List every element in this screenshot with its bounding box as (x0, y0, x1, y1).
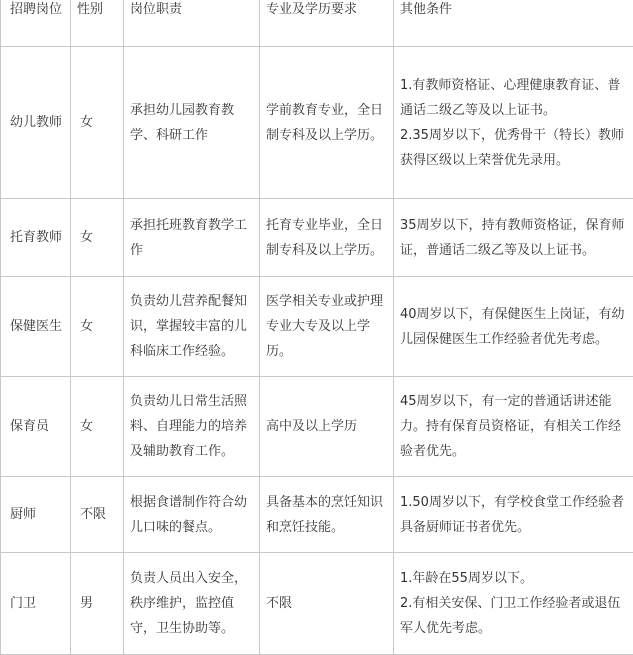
cell-duties: 根据食谱制作符合幼儿口味的餐点。 (124, 477, 260, 553)
table-row (1, 47, 633, 199)
cell-other (394, 47, 633, 199)
cell-requirements: 高中及以上学历 (260, 377, 394, 477)
cell-requirements: 不限 (260, 553, 394, 655)
header-gender: 性别 (71, 0, 124, 47)
table-row (1, 199, 633, 277)
cell-position: 保健医生 (1, 277, 71, 377)
cell-duties: 负责幼儿日常生活照料、自理能力的培养及辅助教育工作。 (124, 377, 260, 477)
other-line: 40周岁以下，有保健医生上岗证，有幼儿园保健医生工作经验者优先考虑。 (400, 302, 627, 352)
cell-other (394, 199, 633, 277)
cell-position: 厨师 (1, 477, 71, 553)
cell-gender: 女 (71, 277, 124, 377)
table-row (1, 477, 633, 553)
cell-gender: 不限 (71, 477, 124, 553)
cell-requirements: 医学相关专业或护理专业大专及以上学历。 (260, 277, 394, 377)
cell-gender: 女 (71, 47, 124, 199)
cell-position: 保育员 (1, 377, 71, 477)
cell-requirements: 学前教育专业，全日制专科及以上学历。 (260, 47, 394, 199)
header-duties: 岗位职责 (124, 0, 260, 47)
other-line: 1.50周岁以下，有学校食堂工作经验者具备厨师证书者优先。 (400, 490, 627, 540)
cell-position: 门卫 (1, 553, 71, 655)
cell-other (394, 553, 633, 655)
table-row (1, 377, 633, 477)
cell-other (394, 277, 633, 377)
header-row (1, 0, 633, 47)
cell-gender: 女 (71, 199, 124, 277)
cell-duties: 负责幼儿营养配餐知识，掌握较丰富的儿科临床工作经验。 (124, 277, 260, 377)
cell-duties: 承担托班教育教学工作 (124, 199, 260, 277)
cell-duties: 承担幼儿园教育教学、科研工作 (124, 47, 260, 199)
header-requirements: 专业及学历要求 (260, 0, 394, 47)
table-row (1, 277, 633, 377)
cell-duties: 负责人员出入安全，秩序维护，监控值守，卫生协助等。 (124, 553, 260, 655)
cell-other (394, 377, 633, 477)
header-other: 其他条件 (394, 0, 633, 47)
header-position: 招聘岗位 (1, 0, 71, 47)
other-line: 1.有教师资格证、心理健康教育证、普通话二级乙等及以上证书。 (400, 73, 627, 123)
other-line: 35周岁以下，持有教师资格证，保育师证，普通话二级乙等及以上证书。 (400, 213, 627, 263)
other-line: 45周岁以下，有一定的普通话讲述能力。持有保育员资格证，有相关工作经验者优先。 (400, 389, 627, 464)
cell-other (394, 477, 633, 553)
cell-requirements: 具备基本的烹饪知识和烹饪技能。 (260, 477, 394, 553)
other-line: 2.有相关安保、门卫工作经验者或退伍军人优先考虑。 (400, 591, 627, 641)
table-row (1, 553, 633, 655)
cell-position: 托育教师 (1, 199, 71, 277)
cell-position: 幼儿教师 (1, 47, 71, 199)
cell-requirements: 托育专业毕业，全日制专科及以上学历。 (260, 199, 394, 277)
cell-gender: 男 (71, 553, 124, 655)
other-line: 1.年龄在55周岁以下。 (400, 566, 627, 591)
cell-gender: 女 (71, 377, 124, 477)
other-line: 2.35周岁以下，优秀骨干（特长）教师获得区级以上荣誉优先录用。 (400, 123, 627, 173)
